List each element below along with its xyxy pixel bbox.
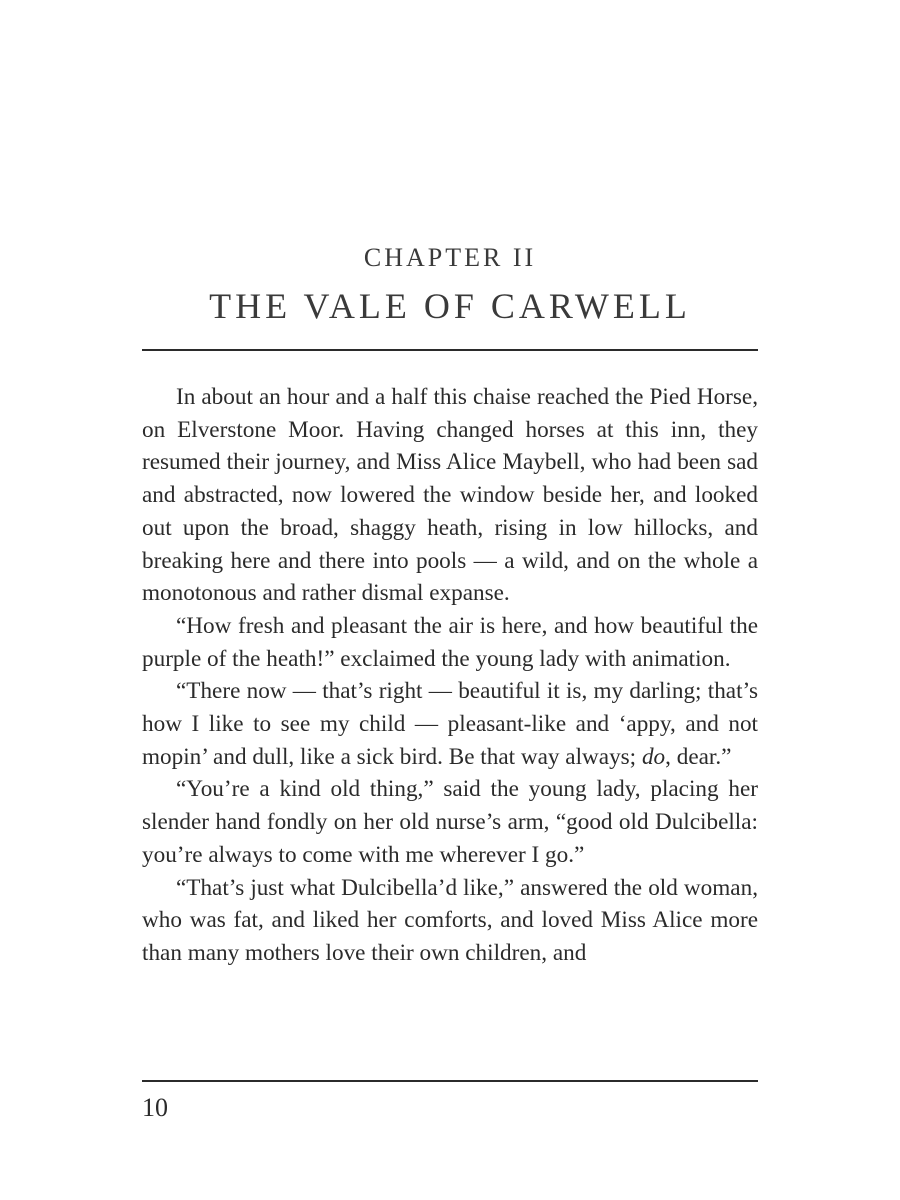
bottom-rule: [142, 1080, 758, 1082]
paragraph-3: [142, 675, 758, 773]
paragraph-2: “How fresh and pleasant the air is here, and how beautiful the purple of the heath!” exclaimed the young lady with animation.: [142, 612, 758, 672]
paragraph-3-start: “There now — that’s right — beautiful it is, my darling; that’s how I like to see my child — pleasant-like and ‘appy, and not mopin’ and dull, like a sick bird. Be that way always;: [142, 678, 758, 770]
chapter-title: THE VALE OF CARWELL: [209, 286, 691, 326]
paragraph-4: “You’re a kind old thing,” said the young lady, placing her slender hand fondly on her old nurse’s arm, “good old Dulcibella: you’re always to come with me wherever I go.”: [142, 776, 758, 868]
paragraph-3-end: , dear.”: [665, 743, 732, 770]
chapter-label: CHAPTER II: [363, 243, 537, 272]
paragraph-3-italic: do: [641, 743, 666, 770]
page-number: 10: [142, 1093, 168, 1122]
top-rule: [142, 349, 758, 351]
chapter-body: [142, 381, 758, 970]
paragraph-1: In about an hour and a half this chaise reached the Pied Horse, on Elverstone Moor. Having changed horses at this inn, they resumed their journey, and Miss Alice Maybell, who had been sad and abstracted, now lowered the window beside her, and looked out upon the broad, shaggy heath, rising in low hillocks, and breaking here and there into pools — a wild, and on the whole a monotonous and rather dismal expanse.: [142, 384, 758, 607]
paragraph-5: “That’s just what Dulcibella’d like,” answered the old woman, who was fat, and liked her comforts, and loved Miss Alice more than many mothers love their own children, and: [142, 874, 758, 966]
